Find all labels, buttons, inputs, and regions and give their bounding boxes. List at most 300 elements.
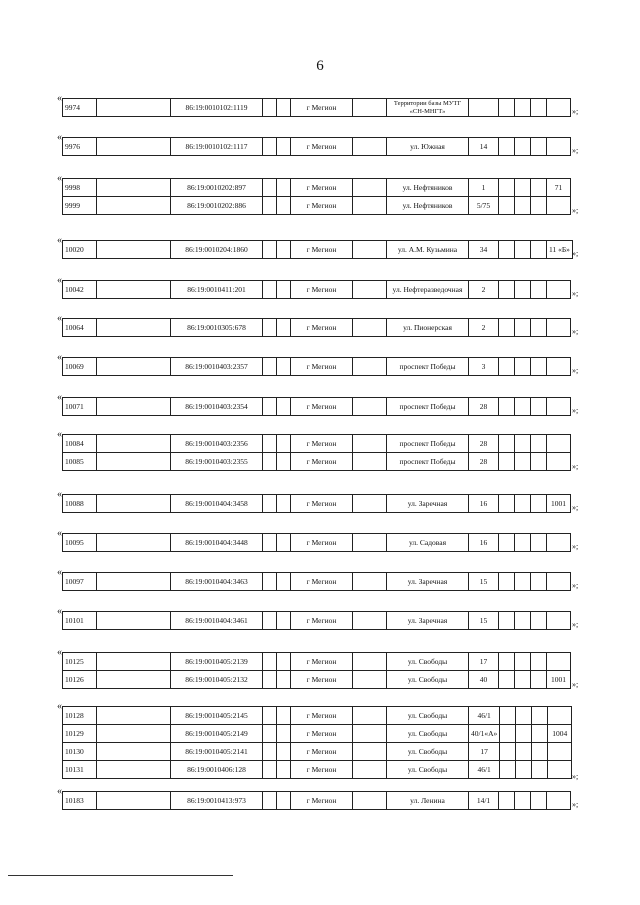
- house-number: 16: [469, 495, 499, 513]
- cadastral-number: 86:19:0010102:1117: [171, 138, 263, 156]
- cadastral-number: 86:19:0010403:2357: [171, 358, 263, 376]
- blank-cell: [97, 99, 171, 117]
- house-number: 14: [469, 138, 499, 156]
- blank-cell: [277, 358, 291, 376]
- blank-cell: [277, 453, 291, 471]
- open-quote: «: [57, 429, 62, 440]
- object-id: 10095: [63, 534, 97, 552]
- cadastral-number: 86:19:0010405:2139: [171, 653, 263, 671]
- close-quote: »;: [572, 542, 579, 551]
- entry-block: [57, 173, 579, 215]
- cadastral-number: 86:19:0010102:1119: [171, 99, 263, 117]
- open-quote: «: [57, 701, 62, 712]
- entry-table: [62, 137, 571, 156]
- blank-cell: [263, 671, 277, 689]
- object-id: 10042: [63, 281, 97, 299]
- entry-block: [57, 567, 579, 591]
- apartment-number: 71: [547, 179, 571, 197]
- house-number: 28: [469, 398, 499, 416]
- city-name: г Мегион: [291, 241, 353, 259]
- table-row: [63, 792, 571, 810]
- street-name: ул. Садовая: [387, 534, 469, 552]
- blank-cell: [499, 398, 515, 416]
- blank-cell: [263, 653, 277, 671]
- blank-cell: [500, 707, 516, 725]
- street-name: ул. Заречная: [387, 495, 469, 513]
- cadastral-number: 86:19:0010403:2354: [171, 398, 263, 416]
- apartment-number: [547, 358, 571, 376]
- street-name: ул. Заречная: [387, 612, 469, 630]
- blank-cell: [277, 761, 291, 779]
- street-name: ул. А.М. Кузьмина: [387, 241, 469, 259]
- apartment-number: 1001: [547, 495, 571, 513]
- entry-table: [62, 318, 571, 337]
- blank-cell: [499, 99, 515, 117]
- blank-cell: [531, 792, 547, 810]
- blank-cell: [353, 319, 387, 337]
- blank-cell: [97, 671, 171, 689]
- table-row: [63, 495, 571, 513]
- blank-cell: [263, 707, 277, 725]
- cadastral-number: 86:19:0010405:2141: [171, 743, 263, 761]
- blank-cell: [277, 707, 291, 725]
- blank-cell: [531, 573, 547, 591]
- blank-cell: [531, 453, 547, 471]
- object-id: 10020: [63, 241, 97, 259]
- blank-cell: [277, 241, 291, 259]
- cadastral-number: 86:19:0010405:2132: [171, 671, 263, 689]
- blank-cell: [515, 453, 531, 471]
- entry-table: [62, 652, 571, 689]
- table-row: [63, 534, 571, 552]
- blank-cell: [263, 435, 277, 453]
- street-name: ул. Свободы: [387, 743, 469, 761]
- city-name: г Мегион: [291, 573, 353, 591]
- blank-cell: [515, 573, 531, 591]
- open-quote: «: [57, 528, 62, 539]
- blank-cell: [516, 761, 532, 779]
- blank-cell: [263, 453, 277, 471]
- street-name: проспект Победы: [387, 398, 469, 416]
- blank-cell: [516, 743, 532, 761]
- blank-cell: [277, 671, 291, 689]
- object-id: 10130: [63, 743, 97, 761]
- close-quote: »;: [572, 366, 579, 375]
- cadastral-number: 86:19:0010202:886: [171, 197, 263, 215]
- street-name: ул. Заречная: [387, 573, 469, 591]
- object-id: 10129: [63, 725, 97, 743]
- object-id: 10088: [63, 495, 97, 513]
- object-id: 10125: [63, 653, 97, 671]
- object-id: 10183: [63, 792, 97, 810]
- blank-cell: [353, 707, 387, 725]
- blank-cell: [499, 319, 515, 337]
- house-number: [469, 99, 499, 117]
- blank-cell: [97, 179, 171, 197]
- blank-cell: [353, 671, 387, 689]
- house-number: 28: [469, 453, 499, 471]
- object-id: 9974: [63, 99, 97, 117]
- blank-cell: [277, 281, 291, 299]
- city-name: г Мегион: [291, 358, 353, 376]
- blank-cell: [263, 138, 277, 156]
- house-number: 46/1: [469, 707, 500, 725]
- close-quote: »;: [572, 581, 579, 590]
- blank-cell: [531, 99, 547, 117]
- house-number: 17: [469, 743, 500, 761]
- blank-cell: [263, 495, 277, 513]
- blank-cell: [499, 358, 515, 376]
- blank-cell: [263, 358, 277, 376]
- house-number: 17: [469, 653, 499, 671]
- city-name: г Мегион: [291, 435, 353, 453]
- blank-cell: [353, 573, 387, 591]
- blank-cell: [515, 99, 531, 117]
- cadastral-number: 86:19:0010405:2149: [171, 725, 263, 743]
- object-id: 10101: [63, 612, 97, 630]
- blank-cell: [499, 534, 515, 552]
- apartment-number: [547, 612, 571, 630]
- close-quote: »;: [572, 680, 579, 689]
- blank-cell: [515, 495, 531, 513]
- blank-cell: [263, 761, 277, 779]
- apartment-number: [547, 435, 571, 453]
- street-name: ул. Нефтяников: [387, 197, 469, 215]
- city-name: г Мегион: [291, 725, 353, 743]
- blank-cell: [353, 241, 387, 259]
- blank-cell: [531, 241, 547, 259]
- blank-cell: [97, 138, 171, 156]
- blank-cell: [531, 435, 547, 453]
- blank-cell: [515, 534, 531, 552]
- street-name: ул. Южная: [387, 138, 469, 156]
- table-row: [63, 743, 572, 761]
- blank-cell: [515, 179, 531, 197]
- table-row: [63, 612, 571, 630]
- street-name: ул. Свободы: [387, 671, 469, 689]
- blank-cell: [516, 707, 532, 725]
- cadastral-number: 86:19:0010204:1860: [171, 241, 263, 259]
- blank-cell: [263, 534, 277, 552]
- object-id: 9999: [63, 197, 97, 215]
- blank-cell: [531, 138, 547, 156]
- cadastral-number: 86:19:0010411:201: [171, 281, 263, 299]
- blank-cell: [531, 197, 547, 215]
- entry-table: [62, 178, 571, 215]
- street-name: Территории базы МУТГ «СН-МНГТ»: [387, 99, 469, 117]
- city-name: г Мегион: [291, 99, 353, 117]
- blank-cell: [516, 725, 532, 743]
- cadastral-number: 86:19:0010404:3448: [171, 534, 263, 552]
- blank-cell: [277, 99, 291, 117]
- blank-cell: [515, 138, 531, 156]
- close-quote: »;: [572, 620, 579, 629]
- blank-cell: [263, 725, 277, 743]
- blank-cell: [353, 653, 387, 671]
- blank-cell: [532, 725, 548, 743]
- entry-table: [62, 533, 571, 552]
- blank-cell: [97, 612, 171, 630]
- object-id: 10128: [63, 707, 97, 725]
- entry-block: [57, 489, 579, 513]
- entry-table: [62, 572, 571, 591]
- table-row: [63, 197, 571, 215]
- house-number: 15: [469, 573, 499, 591]
- entry-table: [62, 357, 571, 376]
- street-name: ул. Свободы: [387, 707, 469, 725]
- blank-cell: [97, 398, 171, 416]
- city-name: г Мегион: [291, 761, 353, 779]
- table-row: [63, 573, 571, 591]
- entry-table: [62, 240, 573, 259]
- object-id: 9998: [63, 179, 97, 197]
- street-name: ул. Пионерская: [387, 319, 469, 337]
- city-name: г Мегион: [291, 138, 353, 156]
- close-quote: »;: [572, 327, 579, 336]
- blank-cell: [263, 612, 277, 630]
- blank-cell: [515, 653, 531, 671]
- blank-cell: [353, 792, 387, 810]
- blank-cell: [500, 743, 516, 761]
- close-quote: »;: [572, 503, 579, 512]
- blank-cell: [531, 495, 547, 513]
- blank-cell: [277, 653, 291, 671]
- city-name: г Мегион: [291, 743, 353, 761]
- open-quote: «: [57, 93, 62, 104]
- blank-cell: [353, 495, 387, 513]
- table-row: [63, 99, 571, 117]
- city-name: г Мегион: [291, 792, 353, 810]
- blank-cell: [531, 398, 547, 416]
- blank-cell: [499, 138, 515, 156]
- blank-cell: [532, 743, 548, 761]
- close-quote: »;: [572, 772, 579, 781]
- blank-cell: [353, 534, 387, 552]
- apartment-number: [547, 534, 571, 552]
- blank-cell: [353, 725, 387, 743]
- blank-cell: [97, 792, 171, 810]
- entry-block: [57, 352, 579, 376]
- table-row: [63, 435, 571, 453]
- cadastral-number: 86:19:0010404:3458: [171, 495, 263, 513]
- blank-cell: [531, 319, 547, 337]
- blank-cell: [277, 179, 291, 197]
- blank-cell: [277, 197, 291, 215]
- cadastral-number: 86:19:0010405:2145: [171, 707, 263, 725]
- close-quote: »;: [572, 406, 579, 415]
- entry-table: [62, 397, 571, 416]
- blank-cell: [499, 435, 515, 453]
- blank-cell: [277, 743, 291, 761]
- entry-block: [57, 647, 579, 689]
- object-id: 10085: [63, 453, 97, 471]
- street-name: ул. Нефтеразведочная: [387, 281, 469, 299]
- city-name: г Мегион: [291, 281, 353, 299]
- entry-table: [62, 434, 571, 471]
- blank-cell: [97, 707, 171, 725]
- blank-cell: [499, 653, 515, 671]
- cadastral-number: 86:19:0010406:128: [171, 761, 263, 779]
- blank-cell: [263, 99, 277, 117]
- city-name: г Мегион: [291, 653, 353, 671]
- apartment-number: [547, 281, 571, 299]
- footnote-divider: [8, 875, 233, 876]
- blank-cell: [263, 241, 277, 259]
- house-number: 2: [469, 281, 499, 299]
- blank-cell: [353, 453, 387, 471]
- blank-cell: [531, 671, 547, 689]
- house-number: 2: [469, 319, 499, 337]
- blank-cell: [97, 653, 171, 671]
- house-number: 1: [469, 179, 499, 197]
- blank-cell: [515, 319, 531, 337]
- blank-cell: [515, 792, 531, 810]
- city-name: г Мегион: [291, 453, 353, 471]
- blank-cell: [353, 99, 387, 117]
- blank-cell: [277, 534, 291, 552]
- apartment-number: [547, 792, 571, 810]
- entry-block: [57, 392, 579, 416]
- blank-cell: [531, 534, 547, 552]
- house-number: 5/75: [469, 197, 499, 215]
- blank-cell: [353, 179, 387, 197]
- blank-cell: [263, 281, 277, 299]
- open-quote: «: [57, 567, 62, 578]
- apartment-number: [548, 707, 572, 725]
- house-number: 14/1: [469, 792, 499, 810]
- blank-cell: [515, 197, 531, 215]
- cadastral-number: 86:19:0010404:3463: [171, 573, 263, 591]
- blank-cell: [263, 179, 277, 197]
- street-name: проспект Победы: [387, 435, 469, 453]
- open-quote: «: [57, 275, 62, 286]
- blank-cell: [263, 743, 277, 761]
- city-name: г Мегион: [291, 612, 353, 630]
- blank-cell: [532, 761, 548, 779]
- blank-cell: [499, 495, 515, 513]
- entry-block: [57, 235, 579, 259]
- cadastral-number: 86:19:0010413:973: [171, 792, 263, 810]
- open-quote: «: [57, 392, 62, 403]
- blank-cell: [353, 281, 387, 299]
- blank-cell: [515, 241, 531, 259]
- city-name: г Мегион: [291, 707, 353, 725]
- blank-cell: [353, 761, 387, 779]
- object-id: 10126: [63, 671, 97, 689]
- blank-cell: [515, 671, 531, 689]
- blank-cell: [499, 573, 515, 591]
- blank-cell: [353, 743, 387, 761]
- blank-cell: [97, 453, 171, 471]
- entry-block: [57, 606, 579, 630]
- blank-cell: [499, 179, 515, 197]
- blank-cell: [515, 435, 531, 453]
- apartment-number: [547, 99, 571, 117]
- cadastral-number: 86:19:0010404:3461: [171, 612, 263, 630]
- blank-cell: [531, 281, 547, 299]
- blank-cell: [531, 179, 547, 197]
- apartment-number: [547, 319, 571, 337]
- cadastral-number: 86:19:0010305:678: [171, 319, 263, 337]
- blank-cell: [97, 241, 171, 259]
- apartment-number: [547, 138, 571, 156]
- cadastral-number: 86:19:0010202:897: [171, 179, 263, 197]
- blank-cell: [277, 725, 291, 743]
- open-quote: «: [57, 647, 62, 658]
- blank-cell: [277, 573, 291, 591]
- table-row: [63, 761, 572, 779]
- blank-cell: [277, 398, 291, 416]
- apartment-number: [547, 653, 571, 671]
- blank-cell: [499, 241, 515, 259]
- table-row: [63, 725, 572, 743]
- blank-cell: [97, 534, 171, 552]
- apartment-number: [548, 761, 572, 779]
- entry-table: [62, 280, 571, 299]
- object-id: 10064: [63, 319, 97, 337]
- blank-cell: [499, 612, 515, 630]
- blank-cell: [499, 671, 515, 689]
- street-name: ул. Свободы: [387, 725, 469, 743]
- entry-block: [57, 786, 579, 810]
- house-number: 40/1«А»: [469, 725, 500, 743]
- blank-cell: [263, 319, 277, 337]
- blank-cell: [97, 197, 171, 215]
- close-quote: »;: [572, 462, 579, 471]
- table-row: [63, 358, 571, 376]
- close-quote: »;: [572, 107, 579, 116]
- city-name: г Мегион: [291, 671, 353, 689]
- table-row: [63, 319, 571, 337]
- city-name: г Мегион: [291, 319, 353, 337]
- blank-cell: [500, 761, 516, 779]
- street-name: ул. Ленина: [387, 792, 469, 810]
- blank-cell: [499, 197, 515, 215]
- apartment-number: 1004: [548, 725, 572, 743]
- entry-table: [62, 611, 571, 630]
- blank-cell: [515, 612, 531, 630]
- close-quote: »;: [572, 249, 579, 258]
- blank-cell: [277, 792, 291, 810]
- blank-cell: [97, 319, 171, 337]
- table-row: [63, 653, 571, 671]
- object-id: 10084: [63, 435, 97, 453]
- object-id: 10131: [63, 761, 97, 779]
- entry-table: [62, 706, 572, 779]
- entry-table: [62, 98, 571, 117]
- blank-cell: [499, 792, 515, 810]
- open-quote: «: [57, 352, 62, 363]
- city-name: г Мегион: [291, 179, 353, 197]
- apartment-number: [547, 197, 571, 215]
- entry-block: [57, 132, 579, 156]
- blank-cell: [97, 725, 171, 743]
- blank-cell: [500, 725, 516, 743]
- street-name: проспект Победы: [387, 453, 469, 471]
- blank-cell: [531, 358, 547, 376]
- blank-cell: [532, 707, 548, 725]
- table-row: [63, 179, 571, 197]
- blank-cell: [263, 792, 277, 810]
- blank-cell: [353, 197, 387, 215]
- city-name: г Мегион: [291, 495, 353, 513]
- open-quote: «: [57, 313, 62, 324]
- entry-block: [57, 701, 579, 781]
- close-quote: »;: [572, 289, 579, 298]
- object-id: 10069: [63, 358, 97, 376]
- entry-block: [57, 93, 579, 117]
- blank-cell: [277, 435, 291, 453]
